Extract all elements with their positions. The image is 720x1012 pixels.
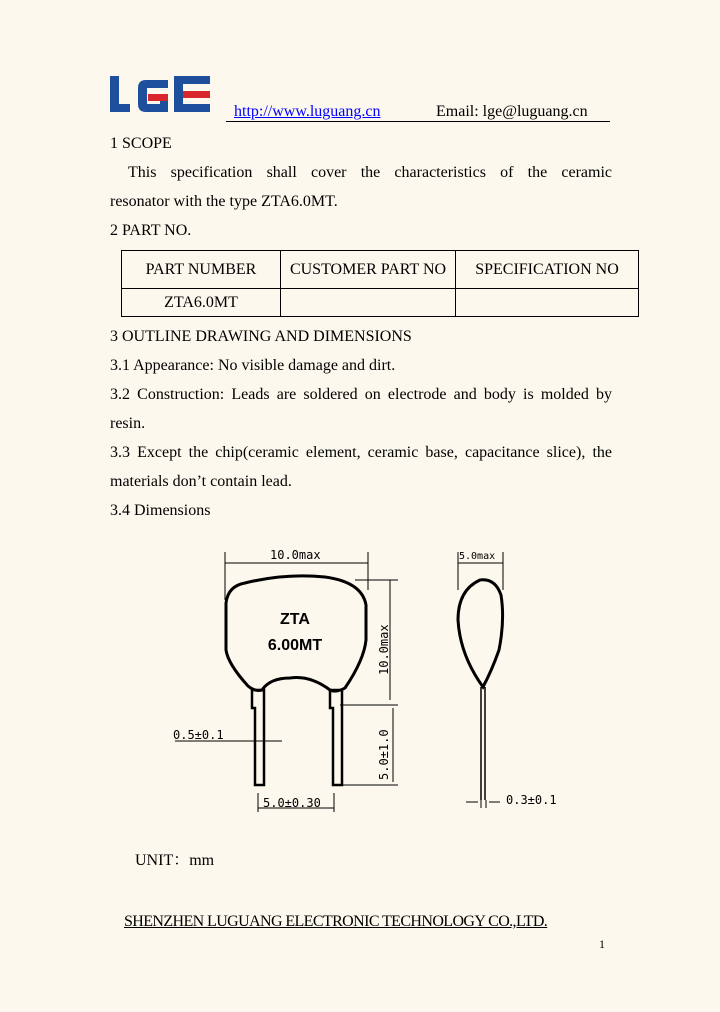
dimensions-title: 3.4 Dimensions — [110, 502, 211, 519]
table-header: CUSTOMER PART NO — [281, 251, 456, 289]
lead-length-dimension: 5.0±1.0 — [377, 729, 391, 780]
marking-line2: 6.00MT — [267, 637, 323, 654]
appearance-text: 3.1 Appearance: No visible damage and dirt. — [110, 357, 396, 374]
email-text: Email: lge@luguang.cn — [436, 103, 588, 120]
unit-label: UNIT：mm — [135, 852, 215, 869]
section-2-title: 2 PART NO. — [110, 222, 192, 239]
pitch-dimension: 5.0±0.30 — [263, 796, 321, 810]
side-lead — [481, 687, 485, 800]
table-header: SPECIFICATION NO — [456, 251, 639, 289]
construction-text-line2: resin. — [110, 415, 146, 432]
website-link[interactable]: http://www.luguang.cn — [234, 103, 381, 120]
scope-text-line1: This specification shall cover the characteristics of the ceramic — [128, 164, 612, 181]
lead-left — [252, 690, 264, 785]
lead-free-text-line1: 3.3 Except the chip(ceramic element, ceramic base, capacitance slice), the — [110, 444, 612, 461]
scope-text-line2: resonator with the type ZTA6.0MT. — [110, 193, 338, 210]
table-cell: ZTA6.0MT — [122, 289, 281, 317]
page-number: 1 — [599, 937, 605, 951]
table-header: PART NUMBER — [122, 251, 281, 289]
construction-text-line1: 3.2 Construction: Leads are soldered on electrode and body is molded by — [110, 386, 612, 403]
side-body — [458, 580, 503, 687]
footer-company: SHENZHEN LUGUANG ELECTRONIC TECHNOLOGY CO.,LTD. — [124, 913, 548, 930]
section-1-title: 1 SCOPE — [110, 135, 172, 152]
lead-width-dimension: 0.5±0.1 — [173, 728, 224, 742]
lead-diameter-dimension: 0.3±0.1 — [506, 793, 557, 807]
lead-free-text-line2: materials don’t contain lead. — [110, 473, 292, 490]
marking-line1: ZTA — [280, 611, 310, 628]
lead-right — [330, 690, 342, 785]
section-3-title: 3 OUTLINE DRAWING AND DIMENSIONS — [110, 328, 412, 345]
resonator-body — [226, 576, 366, 691]
thickness-dimension: 5.0max — [459, 551, 496, 562]
height-dimension: 10.0max — [377, 624, 391, 675]
width-dimension: 10.0max — [270, 548, 321, 562]
